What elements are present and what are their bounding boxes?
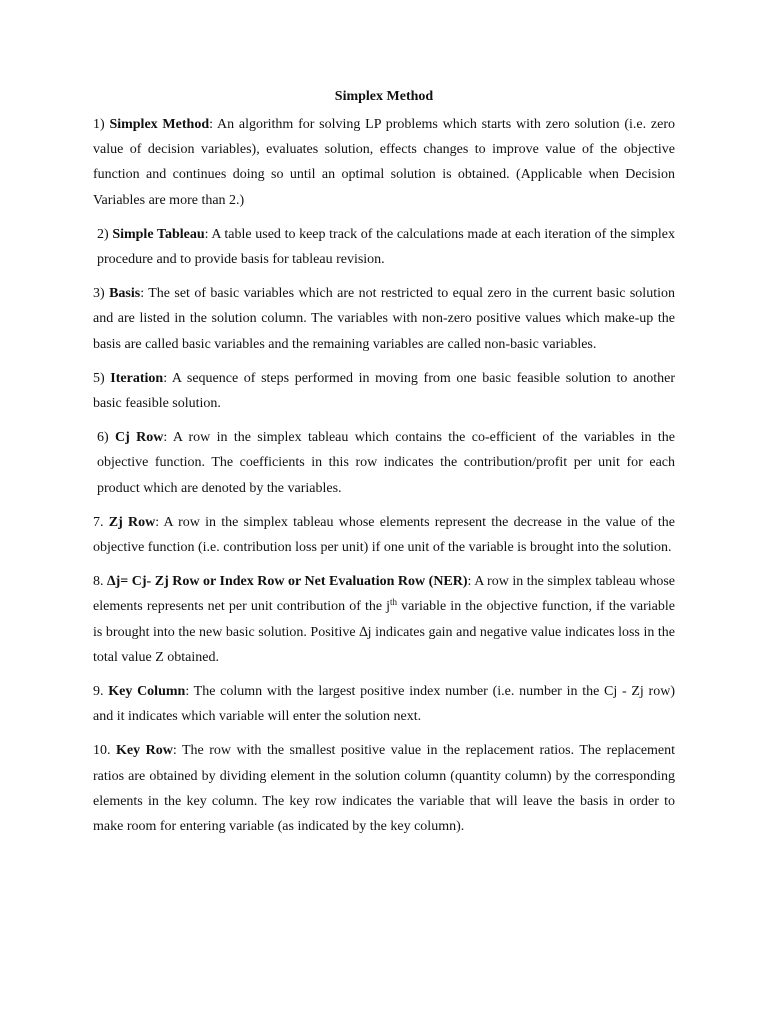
definition-simple-tableau — [93, 222, 675, 272]
item-number: 5) — [93, 370, 111, 386]
item-number: 8. — [93, 574, 108, 590]
term-label: Basis — [109, 286, 141, 302]
definition-key-row — [93, 738, 675, 839]
item-number: 7. — [93, 514, 109, 530]
definition-net-evaluation-row — [93, 569, 675, 670]
document-page — [93, 87, 675, 839]
term-label: ∆j= Cj- Zj Row or Index Row or Net Evaluation Row (NER) — [107, 574, 468, 590]
item-number: 9. — [93, 684, 109, 700]
item-number: 6) — [97, 430, 116, 446]
definition-text: : A sequence of steps performed in moving from one basic feasible solution to another basic feasible solution. — [93, 370, 675, 412]
definition-text: : A row in the simplex tableau whose elements represents net per unit contribution of the j — [93, 574, 675, 615]
definition-text: : The column with the largest positive index number (i.e. number in the Cj - Zj row) and it indicates which variable will enter the solution next. — [93, 684, 675, 725]
definition-text: : The row with the smallest positive value in the replacement ratios. The replacement ratios are obtained by dividing element in the solution column (quantity column) by the corresponding elements in the key column. The key row indicates the variable that will leave the basis in order to make room for entering variable (as indicated by the key column). — [93, 743, 676, 835]
definition-text: : A row in the simplex tableau whose elements represent the decrease in the value of the objective function (i.e. contribution loss per unit) if one unit of the variable is brought into the solution. — [93, 514, 675, 556]
definition-iteration — [93, 366, 675, 416]
definition-text: : A table used to keep track of the calculations made at each iteration of the simplex procedure and to provide basis for tableau revision. — [97, 226, 676, 268]
definition-text: : A row in the simplex tableau which contains the co-efficient of the variables in the objective function. The coefficients in this row indicates the contribution/profit per unit for each product which are denoted by the variables. — [97, 430, 675, 496]
superscript: th — [390, 597, 398, 608]
item-number: 10. — [93, 743, 117, 759]
term-label: Key Column — [108, 684, 186, 700]
item-number: 1) — [93, 117, 110, 132]
definition-text: : The set of basic variables which are not restricted to equal zero in the current basic solution and are listed in the solution column. The variables with non-zero positive values which make-up the basis are called basic variables and the remaining variables are called non-basic variables. — [93, 286, 675, 352]
definition-simplex-method — [93, 112, 675, 213]
item-number: 3) — [93, 286, 110, 302]
term-label: Simplex Method — [109, 117, 210, 132]
definition-text-continued: variable in the objective function, if the variable is brought into the new basic solution. Positive ∆j indicates gain and negative value indicates loss in the total value Z obtained. — [93, 599, 675, 665]
term-label: Iteration — [110, 370, 164, 386]
document-title: Simplex Method — [334, 89, 434, 104]
term-label: Cj Row — [115, 430, 164, 446]
term-label: Zj Row — [108, 514, 156, 530]
term-label: Key Row — [116, 743, 173, 759]
definition-basis — [93, 281, 675, 357]
definition-text: : An algorithm for solving LP problems which starts with zero solution (i.e. zero value of decision variables), evaluates solution, effects changes to improve value of the objective function and continues doing so until an optimal solution is obtained. (Applicable when Decision Variables are more than 2.) — [93, 117, 675, 208]
definition-key-column — [93, 679, 675, 729]
definition-zj-row — [93, 510, 675, 560]
definition-cj-row — [93, 425, 675, 501]
term-label: Simple Tableau — [112, 226, 205, 242]
item-number: 2) — [97, 226, 113, 242]
